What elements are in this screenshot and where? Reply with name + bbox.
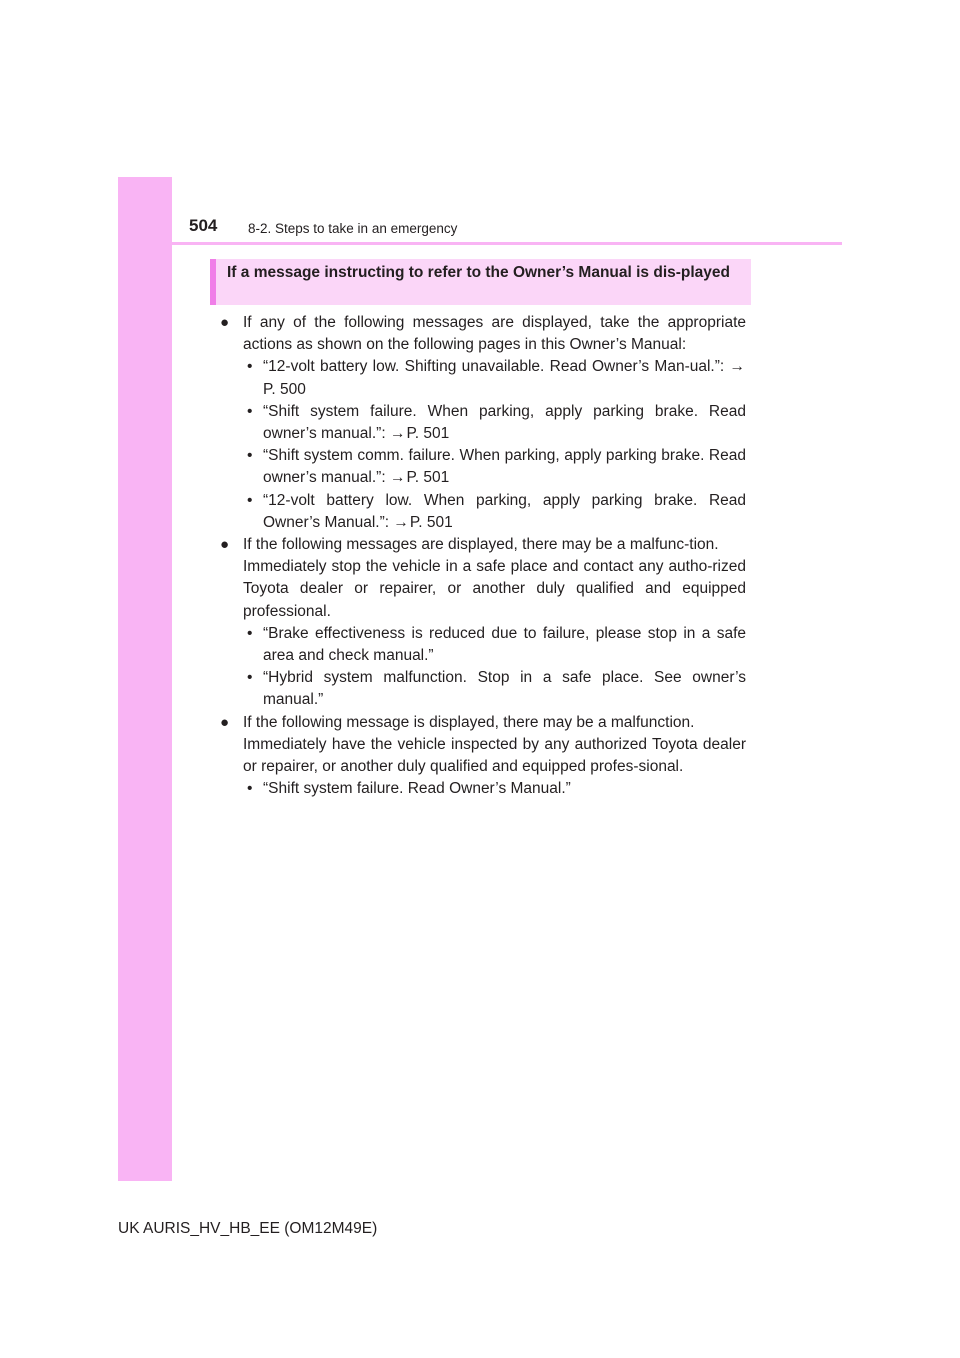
sub-item xyxy=(243,667,746,711)
sub-item-text: “Shift system failure. Read Owner’s Manual.” xyxy=(263,780,571,798)
callout-title: If a message instructing to refer to the Owner’s Manual is dis-played xyxy=(227,264,731,281)
bullet-text: If any of the following messages are displayed, take the appropriate actions as shown on the following pages in this Owner’s Manual: xyxy=(243,314,746,354)
bullet-item xyxy=(219,312,746,534)
bullet-icon: ● xyxy=(220,713,230,731)
sub-bullet-icon: • xyxy=(247,358,253,376)
body-content xyxy=(219,312,746,800)
sub-item xyxy=(243,401,746,445)
sub-bullet-icon: • xyxy=(247,447,253,465)
sub-item-text: “12-volt battery low. When parking, apply parking brake. Read Owner’s Manual.”: xyxy=(263,491,746,531)
sub-bullet-icon: • xyxy=(247,402,253,420)
page-number: 504 xyxy=(189,216,218,235)
chapter-tab-sidebar xyxy=(118,177,172,1181)
sub-bullet-icon: • xyxy=(247,491,253,509)
bullet-item xyxy=(219,712,746,801)
header-rule xyxy=(172,242,842,245)
sub-item xyxy=(243,356,746,400)
arrow-right-icon: → xyxy=(729,358,745,376)
sub-bullet-icon: • xyxy=(247,780,253,798)
arrow-right-icon: → xyxy=(389,425,406,443)
bullet-icon: ● xyxy=(220,536,230,554)
section-title: 8-2. Steps to take in an emergency xyxy=(248,221,458,236)
sub-bullet-icon: • xyxy=(247,624,253,642)
sub-list xyxy=(243,623,746,712)
sub-item-text: “Hybrid system malfunction. Stop in a safe place. See owner’s manual.” xyxy=(263,669,746,709)
page-reference-link[interactable]: P. 501 xyxy=(409,513,453,531)
page-reference-link[interactable]: P. 501 xyxy=(406,469,450,487)
bullet-text-continued: Immediately stop the vehicle in a safe place and contact any autho-rized Toyota dealer or repairer, or another duly qualified and equipped professional. xyxy=(243,558,746,620)
bullet-text: If the following messages are displayed, there may be a malfunc-tion. xyxy=(243,536,719,554)
sub-item-text: “Shift system comm. failure. When parking, apply parking brake. Read owner’s manual.”: xyxy=(263,447,746,487)
page-reference-link[interactable]: P. 501 xyxy=(406,425,450,443)
sub-bullet-icon: • xyxy=(247,669,253,687)
sub-item-text: “Shift system failure. When parking, apply parking brake. Read owner’s manual.”: xyxy=(263,402,746,443)
callout-heading xyxy=(210,259,751,305)
sub-list xyxy=(243,778,746,800)
sub-item xyxy=(243,778,746,800)
bullet-icon: ● xyxy=(220,314,230,331)
sub-item xyxy=(243,490,746,534)
sub-item xyxy=(243,623,746,667)
page-reference-link[interactable]: P. 500 xyxy=(263,380,306,398)
sub-item xyxy=(243,445,746,489)
arrow-right-icon: → xyxy=(389,469,406,487)
footer-model-code: UK AURIS_HV_HB_EE (OM12M49E) xyxy=(118,1220,378,1237)
sub-item-text: “12-volt battery low. Shifting unavailable. Read Owner’s Man-ual.”: xyxy=(263,358,730,376)
bullet-text: If the following message is displayed, there may be a malfunction. xyxy=(243,713,695,731)
arrow-right-icon: → xyxy=(393,513,409,531)
bullet-text-continued: Immediately have the vehicle inspected by any authorized Toyota dealer or repairer, or another duly qualified and equipped profes-sional. xyxy=(243,735,746,776)
sub-item-text: “Brake effectiveness is reduced due to failure, please stop in a safe area and check manual.” xyxy=(263,624,746,665)
bullet-item xyxy=(219,534,746,712)
sub-list xyxy=(243,356,746,534)
